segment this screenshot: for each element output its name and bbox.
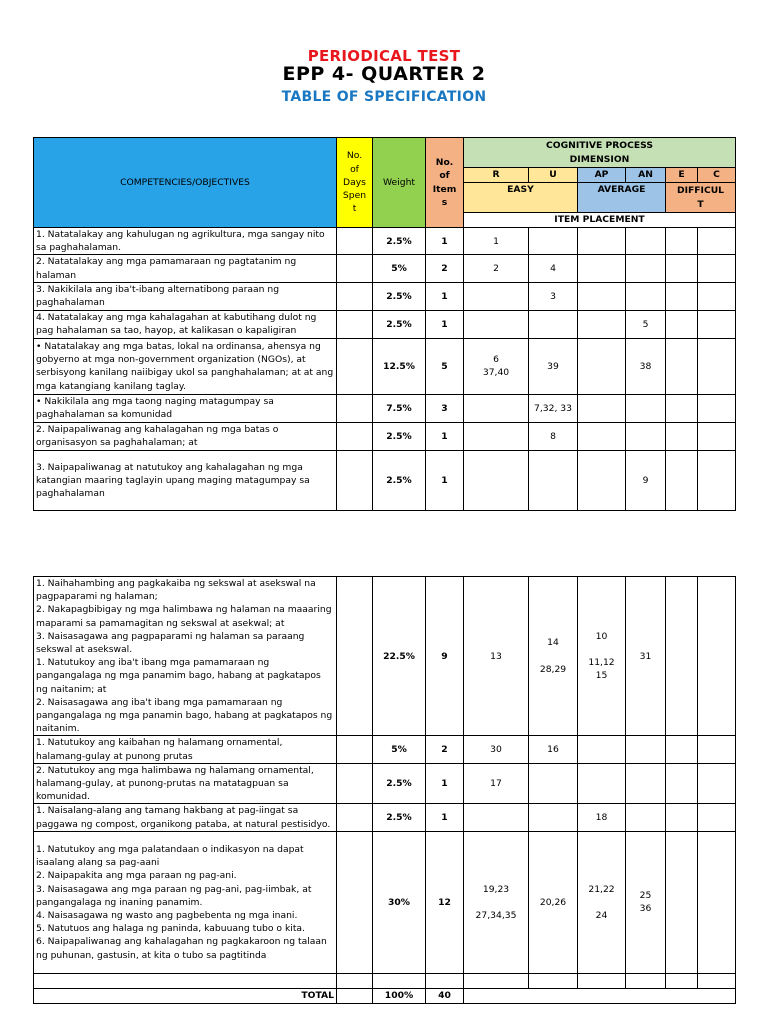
days-spent-cell [337,228,373,255]
placement-r-cell: 1 [464,228,529,255]
competency-text: 1. Naihahambing ang pagkakaiba ng sekswal at asekswal na pagpaparami ng halaman; 2. Nakapagbibigay ng mga halimbawa ng halaman na maaaring maparami sa pamamagitan ng sekswal at asekwal; at 3. Naisasagawa ang pagpaparami ng halaman sa paraang sekswal at asekswal. 1. Natutukoy ang iba't ibang mga pamamaraan ng pangangalaga ng mga panamim bago, habang at pagkatapos ng naitanim; at 2. Naisasagawa ang iba't ibang mga pamamaraan ng pangangalaga ng mga panamin bago, habang at pagkatapos ng naitanim. [34,577,337,736]
item-count-cell: 1 [426,228,464,255]
total-weight: 100% [373,988,426,1003]
items-header: No. of Item s [426,138,464,228]
item-count-cell: 1 [426,282,464,310]
placement-r-cell: 19,23 27,34,35 [464,831,529,973]
placement-e-cell [666,282,698,310]
weight-cell: 30% [373,831,426,973]
blank-cell [698,973,736,988]
weight-header: Weight [373,138,426,228]
table-row [34,255,736,282]
placement-u-cell: 39 [529,338,578,394]
placement-ap-cell [578,228,626,255]
placement-r-cell: 6 37,40 [464,338,529,394]
table-row [34,338,736,394]
placement-c-cell [698,831,736,973]
days-spent-cell [337,831,373,973]
placement-e-cell [666,577,698,736]
col-c-header: C [698,168,736,183]
placement-u-cell: 4 [529,255,578,282]
weight-cell: 2.5% [373,228,426,255]
competencies-header: COMPETENCIES/OBJECTIVES [34,138,337,228]
placement-r-cell [464,804,529,831]
table-row [34,763,736,804]
placement-u-cell: 16 [529,736,578,763]
weight-cell: 2.5% [373,450,426,510]
days-spent-cell [337,450,373,510]
days-spent-cell [337,422,373,450]
placement-r-cell [464,282,529,310]
weight-cell: 5% [373,255,426,282]
placement-an-cell: 31 [626,577,666,736]
specification-table-top [33,137,736,511]
placement-an-cell [626,422,666,450]
placement-r-cell: 30 [464,736,529,763]
table-row [34,228,736,255]
placement-an-cell: 9 [626,450,666,510]
days-spent-cell [337,763,373,804]
placement-ap-cell [578,422,626,450]
placement-u-cell [529,310,578,338]
placement-ap-cell [578,450,626,510]
placement-an-cell: 5 [626,310,666,338]
table-row [34,422,736,450]
blank-cell [34,973,337,988]
table-row [34,394,736,422]
placement-ap-cell: 21,22 24 [578,831,626,973]
average-header: AVERAGE [578,183,666,213]
competency-text: 2. Naipapaliwanag ang kahalagahan ng mga batas o organisasyon sa paghahalaman; at [34,422,337,450]
days-spent-cell [337,338,373,394]
item-placement-header: ITEM PLACEMENT [464,213,736,228]
placement-c-cell [698,763,736,804]
item-count-cell: 5 [426,338,464,394]
placement-ap-cell [578,310,626,338]
placement-u-cell: 14 28,29 [529,577,578,736]
item-count-cell: 1 [426,763,464,804]
placement-e-cell [666,831,698,973]
competency-text: 1. Naisalang-alang ang tamang hakbang at pag-iingat sa paggawa ng compost, organikong pataba, at natural pestisidyo. [34,804,337,831]
weight-cell: 2.5% [373,310,426,338]
table-row [34,831,736,973]
total-days-cell [337,988,373,1003]
placement-r-cell [464,450,529,510]
placement-ap-cell [578,763,626,804]
placement-an-cell [626,394,666,422]
placement-e-cell [666,804,698,831]
placement-c-cell [698,255,736,282]
weight-cell: 7.5% [373,394,426,422]
placement-an-cell: 38 [626,338,666,394]
weight-cell: 12.5% [373,338,426,394]
placement-c-cell [698,282,736,310]
placement-r-cell: 17 [464,763,529,804]
table-row [34,450,736,510]
placement-e-cell [666,228,698,255]
placement-u-cell: 3 [529,282,578,310]
placement-c-cell [698,577,736,736]
placement-c-cell [698,804,736,831]
competency-text: 1. Natatalakay ang kahulugan ng agrikultura, mga sangay nito sa paghahalaman. [34,228,337,255]
weight-cell: 2.5% [373,804,426,831]
weight-cell: 2.5% [373,763,426,804]
placement-e-cell [666,255,698,282]
weight-cell: 22.5% [373,577,426,736]
placement-e-cell [666,422,698,450]
competency-text: • Natatalakay ang mga batas, lokal na ordinansa, ahensya ng gobyerno at mga non-government organization (NGOs), at serbisyong kanilang naiibigay ukol sa panghahalaman; at at ang mga katangiang kanilang taglay. [34,338,337,394]
table-row [34,310,736,338]
item-count-cell: 1 [426,422,464,450]
placement-e-cell [666,310,698,338]
placement-e-cell [666,450,698,510]
col-an-header: AN [626,168,666,183]
days-spent-cell [337,804,373,831]
placement-u-cell: 7,32, 33 [529,394,578,422]
competency-text: 3. Nakikilala ang iba't-ibang alternatibong paraan ng paghahalaman [34,282,337,310]
blank-cell [626,973,666,988]
weight-cell: 2.5% [373,422,426,450]
blank-cell [578,973,626,988]
placement-e-cell [666,763,698,804]
placement-ap-cell [578,736,626,763]
placement-r-cell [464,422,529,450]
item-count-cell: 2 [426,736,464,763]
total-label: TOTAL [34,988,337,1003]
placement-ap-cell [578,394,626,422]
table-row [34,577,736,736]
days-spent-cell [337,310,373,338]
blank-row [34,973,736,988]
competency-text: 1. Natutukoy ang mga palatandaan o indikasyon na dapat isaalang alang sa pag-aani 2. Naipapakita ang mga paraan ng pag-ani. 3. Naisasagawa ang mga paraan ng pag-ani, pag-iimbak, at pangangalaga ng inaning panamim. 4. Naisasagawa ng wasto ang pagbebenta ng mga inani. 5. Natutuos ang halaga ng paninda, kabuuang tubo o kita. 6. Naipapaliwanag ang kahalagahan ng pagkakaroon ng talaan ng puhunan, gastusin, at kita o tubo sa pagtitinda [34,831,337,973]
item-count-cell: 12 [426,831,464,973]
subject-quarter-title: EPP 4- QUARTER 2 [282,63,486,85]
tos-heading: TABLE OF SPECIFICATION [281,89,487,105]
periodical-test-title: PERIODICAL TEST [307,47,461,65]
placement-c-cell [698,310,736,338]
placement-e-cell [666,736,698,763]
blank-cell [464,973,529,988]
table-row [34,736,736,763]
placement-ap-cell: 10 11,12 15 [578,577,626,736]
item-count-cell: 2 [426,255,464,282]
placement-r-cell: 2 [464,255,529,282]
item-count-cell: 1 [426,450,464,510]
placement-e-cell [666,394,698,422]
placement-an-cell [626,763,666,804]
total-placement-cell [464,988,736,1003]
placement-c-cell [698,450,736,510]
days-spent-cell [337,736,373,763]
item-count-cell: 1 [426,310,464,338]
placement-an-cell [626,228,666,255]
weight-cell: 2.5% [373,282,426,310]
table-row [34,282,736,310]
competency-text: 1. Natutukoy ang kaibahan ng halamang ornamental, halamang-gulay at punong prutas [34,736,337,763]
days-spent-cell [337,577,373,736]
competency-text: 2. Natatalakay ang mga pamamaraan ng pagtatanim ng halaman [34,255,337,282]
placement-r-cell: 13 [464,577,529,736]
placement-r-cell [464,394,529,422]
days-spent-header: No. of Days Spen t [337,138,373,228]
competency-text: • Nakikilala ang mga taong naging matagumpay sa paghahalaman sa komunidad [34,394,337,422]
placement-ap-cell [578,255,626,282]
item-count-cell: 3 [426,394,464,422]
weight-cell: 5% [373,736,426,763]
item-count-cell: 9 [426,577,464,736]
placement-u-cell: 8 [529,422,578,450]
col-e-header: E [666,168,698,183]
placement-c-cell [698,394,736,422]
total-items: 40 [426,988,464,1003]
total-row [34,988,736,1003]
easy-header: EASY [464,183,578,213]
placement-an-cell [626,282,666,310]
competency-text: 2. Natutukoy ang mga halimbawa ng halamang ornamental, halamang-gulay, at punong-prutas na matatagpuan sa komunidad. [34,763,337,804]
item-count-cell: 1 [426,804,464,831]
placement-u-cell [529,228,578,255]
placement-r-cell [464,310,529,338]
col-r-header: R [464,168,529,183]
cognitive-dimension-header: COGNITIVE PROCESS DIMENSION [464,138,736,168]
placement-u-cell [529,804,578,831]
placement-c-cell [698,228,736,255]
days-spent-cell [337,394,373,422]
table-row [34,804,736,831]
col-ap-header: AP [578,168,626,183]
days-spent-cell [337,255,373,282]
placement-ap-cell: 18 [578,804,626,831]
placement-ap-cell [578,338,626,394]
placement-an-cell [626,736,666,763]
specification-table-bottom [33,576,736,1004]
placement-u-cell [529,763,578,804]
placement-c-cell [698,338,736,394]
placement-e-cell [666,338,698,394]
placement-an-cell [626,255,666,282]
col-u-header: U [529,168,578,183]
placement-c-cell [698,736,736,763]
placement-c-cell [698,422,736,450]
placement-ap-cell [578,282,626,310]
placement-an-cell [626,804,666,831]
competency-text: 4. Natatalakay ang mga kahalagahan at kabutihang dulot ng pag hahalaman sa tao, hayop, at kalikasan o kapaligiran [34,310,337,338]
blank-cell [337,973,373,988]
blank-cell [529,973,578,988]
competency-text: 3. Naipapaliwanag at natutukoy ang kahalagahan ng mga katangian maaring taglayin upang maging matagumpay sa paghahalaman [34,450,337,510]
blank-cell [426,973,464,988]
blank-cell [373,973,426,988]
placement-an-cell: 25 36 [626,831,666,973]
blank-cell [666,973,698,988]
placement-u-cell: 20,26 [529,831,578,973]
difficult-header: DIFFICUL T [666,183,736,213]
placement-u-cell [529,450,578,510]
days-spent-cell [337,282,373,310]
